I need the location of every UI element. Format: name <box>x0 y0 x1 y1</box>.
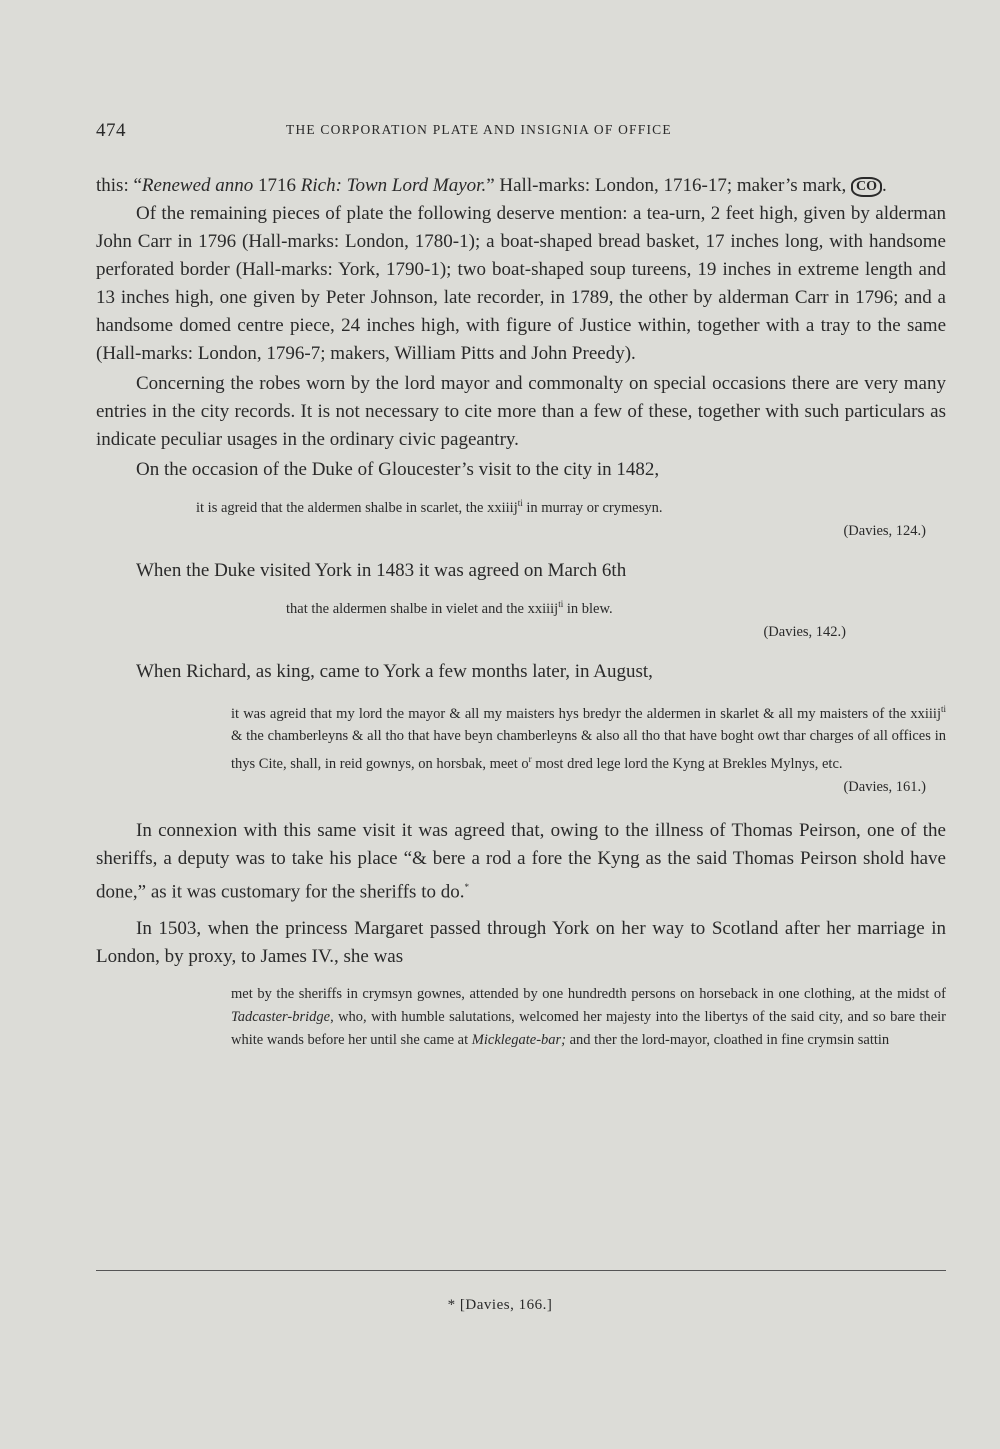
paragraph-7: In connexion with this same visit it was agreed that, owing to the illness of Thomas Peirson, one of the sheriffs, a deputy was to take his place “& bere a rod a fore the Kyng as the said Thomas Peirson shold have done,” as it was customary for the sheriffs to do.* <box>96 820 946 903</box>
footnote: * [Davies, 166.] <box>447 1297 553 1313</box>
paragraph-4: On the occasion of the Duke of Gloucester’s visit to the city in 1482, <box>136 459 660 480</box>
citation-1: (Davies, 124.) <box>843 522 926 539</box>
page-number: 474 <box>96 120 126 141</box>
paragraph-6: When Richard, as king, came to York a few months later, in August, <box>136 660 653 682</box>
makers-mark-symbol: CO <box>851 177 882 197</box>
running-title: THE CORPORATION PLATE AND INSIGNIA OF OFFICE <box>286 122 672 137</box>
paragraph-5: When the Duke visited York in 1483 it was agreed on March 6th <box>136 559 627 581</box>
quotation-1: it is agreid that the aldermen shalbe in scarlet, the xxiiij$^{ti}$ in murray or crymesyn. <box>196 498 663 516</box>
footnote-divider <box>96 1270 946 1271</box>
footnote-reference: * <box>464 882 469 893</box>
paragraph-2: Of the remaining pieces of plate the following deserve mention: a tea-urn, 2 feet high, given by alderman John Carr in 1796 (Hall-marks: London, 1780-1); a boat-shaped bread basket, 17 inches long, with handsome perforated border (Hall-marks: York, 1790-1); two boat-shaped soup tureens, 19 inches in extreme length and 13 inches high, one given by Peter Johnson, late recorder, in 1789, the other by alderman Carr in 1796; and a handsome domed centre piece, 24 inches high, with figure of Justice within, together with a tray to the same (Hall-marks: London, 1796-7; makers, William Pitts and John Preedy). <box>96 203 946 364</box>
quotation-4: met by the sheriffs in crymsyn gownes, attended by one hundredth persons on horseback in one clothing, at the midst of Tadcaster-bridge, who, with humble salutations, welcomed her majesty into the libertys of the said city, and so bare their white wands before her until she came at Micklegate-bar; and ther the lord-mayor, cloathed in fine crymsin sattin <box>231 985 946 1048</box>
quotation-2: that the aldermen shalbe in vielet and the xxiiij$^{ti}$ in blew. <box>286 598 613 617</box>
page-header <box>96 120 942 144</box>
citation-2: (Davies, 142.) <box>763 623 846 640</box>
paragraph-1: this: “Renewed anno 1716 Rich: Town Lord Mayor.” Hall-marks: London, 1716-17; maker’s mark, CO . <box>96 175 887 196</box>
paragraph-3: Concerning the robes worn by the lord mayor and commonalty on special occasions there are very many entries in the city records. It is not necessary to cite more than a few of these, together with such particulars as indicate peculiar usages in the ordinary civic pageantry. <box>96 373 946 450</box>
quotation-3: it was agreid that my lord the mayor & all my maisters hys bredyr the aldermen in skarlet & all my maisters of the xxiiij$^{ti}$ & the chamberleyns & all tho that have beyn chamberleyns & also all tho that have boght owt thar charges of all offices in thys Cite, shall, in reid gownys, on horsbak, meet $o^r$ most dred lege lord the Kyng at Brekles Mylnys, etc. <box>231 703 946 773</box>
citation-3: (Davies, 161.) <box>843 779 926 796</box>
paragraph-8: In 1503, when the princess Margaret passed through York on her way to Scotland after her marriage in London, by proxy, to James IV., she was <box>96 917 946 967</box>
page-body <box>96 172 946 1052</box>
